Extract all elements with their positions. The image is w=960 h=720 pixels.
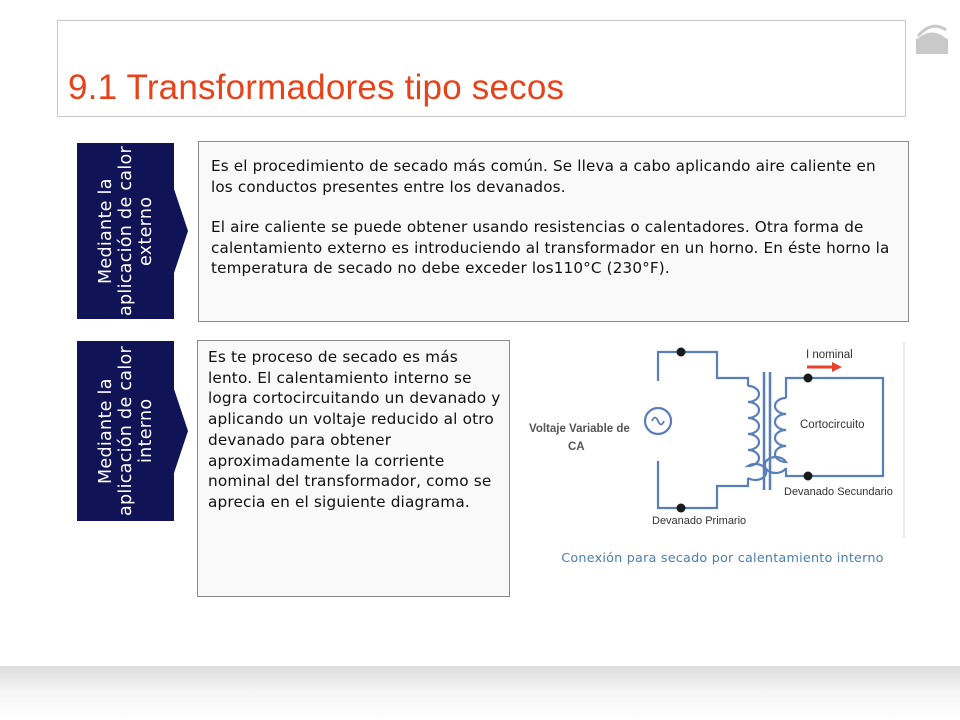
label-source-1: Voltaje Variable de	[529, 423, 630, 435]
text-box-externo	[198, 141, 909, 322]
page-title: 9.1 Transformadores tipo secos	[68, 68, 565, 107]
label-devanado-secundario: Devanado Secundario	[784, 486, 893, 498]
transformer-circuit-diagram	[520, 338, 908, 538]
diagram-caption: Conexión para secado por calentamiento interno	[561, 551, 884, 566]
tab-arrow	[174, 341, 190, 521]
paragraph: El aire caliente se puede obtener usando resistencias o calentadores. Otra forma de calentamiento externo es introduciendo al transformador en un horno. En éste horno la temperatura de secado no debe exceder los110°C (230°F).	[211, 218, 890, 277]
tab-calor-interno	[77, 341, 174, 521]
label-source-2: CA	[568, 441, 585, 453]
label-i-nominal: I nominal	[806, 349, 853, 361]
label-cortocircuito: Cortocircuito	[800, 419, 865, 431]
home-icon[interactable]	[912, 18, 952, 56]
paragraph: Es el procedimiento de secado más común. Se lleva a cabo aplicando aire caliente en los conductos presentes entre los devanados.	[211, 157, 876, 196]
text-box-interno	[197, 340, 510, 597]
tab-calor-externo	[77, 143, 174, 319]
footer-bar	[0, 666, 960, 720]
tab-label-interno: Mediante la aplicación de calor interno	[95, 346, 156, 516]
tab-label-externo: Mediante la aplicación de calor externo	[95, 146, 156, 316]
tab-arrow	[174, 143, 190, 319]
paragraph: Es te proceso de secado es más lento. El calentamiento interno se logra cortocircuitando un devanado y aplicando un voltaje reducido al otro devanado para obtener aproximadamente la corriente nominal del transformador, como se aprecia en el siguiente diagrama.	[208, 348, 501, 511]
label-devanado-primario: Devanado Primario	[652, 515, 747, 527]
